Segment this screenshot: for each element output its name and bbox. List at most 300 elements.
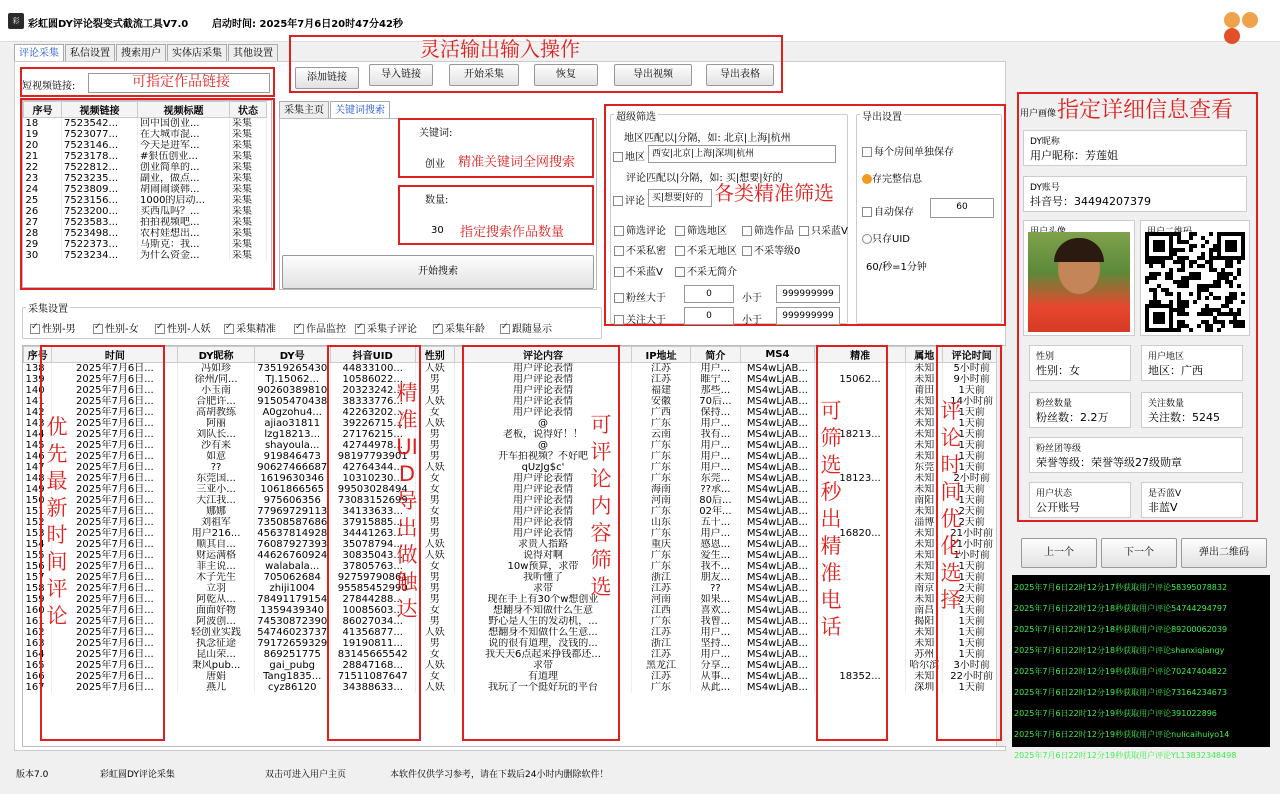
main-col-header[interactable]: 属地	[906, 347, 943, 363]
comment-cell: 从此...	[690, 682, 740, 693]
comment-cell: 执念征途	[178, 638, 254, 649]
comment-cell: 人妖	[415, 363, 454, 375]
comment-cell: 71511087647	[330, 671, 415, 682]
comment-cell: 阿乾从...	[178, 594, 254, 605]
video-cell: 7523809...	[62, 184, 138, 195]
start-collect-button[interactable]: 开始采集	[449, 64, 519, 86]
comment-cell: MS4wLjAB...	[740, 451, 814, 462]
bluev-value: 非蓝V	[1148, 501, 1178, 514]
per-room-checkbox[interactable]: 每个房间单独保存	[862, 143, 954, 158]
fans-value: 粉丝数：2.2万	[1036, 411, 1109, 424]
comment-cell: 39226715...	[330, 418, 415, 429]
comment-cell: 165	[24, 660, 52, 671]
comment-cell: 1天前	[943, 462, 1001, 473]
filter-check-7[interactable]: 不采等级0	[742, 242, 800, 257]
comment-cell: 1天前	[943, 616, 1001, 627]
follow-checkbox[interactable]: 关注大于	[614, 311, 666, 326]
comment-cell: 江苏	[632, 627, 691, 638]
comment-cell: 广西	[632, 407, 691, 418]
comment-cell: 10085603...	[330, 605, 415, 616]
video-cell: 7523200...	[62, 206, 138, 217]
comment-cell: cyz86120	[254, 682, 330, 693]
comment-cell: 秉风pub...	[178, 660, 254, 671]
comment-cell: 1天前	[943, 440, 1001, 451]
comment-cell: 2025年7月6日...	[52, 363, 178, 375]
video-cell: 今天是进军...	[138, 140, 230, 151]
video-cell: 19	[24, 129, 62, 140]
comment-cell: 1天前	[943, 649, 1001, 660]
status-version: 版本7.0	[16, 770, 49, 780]
video-cell: 29	[24, 239, 62, 250]
comment-cell: 未知	[906, 484, 943, 495]
comment-cell: 揭阳	[906, 616, 943, 627]
comment-cell: A0gzohu4...	[254, 407, 330, 418]
filter-check-1[interactable]: 筛选评论	[614, 222, 666, 237]
fans-min-input[interactable]: 0	[684, 285, 734, 303]
comment-cell: 37915885...	[330, 517, 415, 528]
fans-checkbox[interactable]: 粉丝大于	[614, 289, 666, 304]
main-col-header[interactable]: 简介	[690, 347, 740, 363]
import-link-button[interactable]: 导入链接	[369, 64, 433, 86]
comment-cell: 77969729113	[254, 506, 330, 517]
comment-cell: 如果...	[690, 594, 740, 605]
comment-cell: 冯如珍	[178, 363, 254, 375]
comment-cell: 人妖	[415, 418, 454, 429]
comment-cell: 2025年7月6日...	[52, 649, 178, 660]
comment-cell: 刘队长...	[178, 429, 254, 440]
comment-cell: 女	[415, 484, 454, 495]
comment-cell: 83145665542	[330, 649, 415, 660]
comment-cell: 海南	[632, 484, 691, 495]
comment-cell: 2025年7月6日...	[52, 396, 178, 407]
comment-cell: 142	[24, 407, 52, 418]
comment-cell: 162	[24, 627, 52, 638]
tab-dm-settings[interactable]: 私信设置	[65, 44, 115, 61]
comment-cell: 人妖	[415, 660, 454, 671]
tab-collect-home[interactable]: 采集主页	[279, 101, 329, 118]
comment-check-icon	[613, 196, 623, 206]
comment-cell: 1小时前	[943, 550, 1001, 561]
comment-cell: MS4wLjAB...	[740, 561, 814, 572]
comment-cell: 99503028494	[330, 484, 415, 495]
comment-cell: MS4wLjAB...	[740, 594, 814, 605]
comment-cell: 面面好物	[178, 605, 254, 616]
main-col-header[interactable]: 评论内容	[454, 347, 631, 363]
check-precise[interactable]: ✓ 采集精准	[224, 320, 276, 335]
check-monitor[interactable]: ✓ 作品监控	[294, 320, 346, 335]
comment-cell: 74530872390	[254, 616, 330, 627]
main-col-header[interactable]: 精准	[814, 347, 905, 363]
video-cell: 采集	[230, 173, 267, 184]
comment-cell: 27176215...	[330, 429, 415, 440]
comment-cell: 从事...	[690, 671, 740, 682]
comment-cell: 1天前	[943, 418, 1001, 429]
comment-cell: 野心是人生的发动机，...	[454, 616, 631, 627]
minimize-button[interactable]	[1224, 12, 1240, 28]
comment-cell: 用户评论表情	[454, 473, 631, 484]
comment-cell: 34388633...	[330, 682, 415, 693]
comment-cell: 161	[24, 616, 52, 627]
tab-keyword-search[interactable]: 关键词搜索	[330, 101, 390, 118]
col-status[interactable]: 状态	[230, 102, 267, 118]
comment-cell: 2025年7月6日...	[52, 374, 178, 385]
comment-cell: 未知	[906, 396, 943, 407]
comment-cell: 江西	[632, 605, 691, 616]
comment-cell: MS4wLjAB...	[740, 627, 814, 638]
add-link-button[interactable]: 添加链接	[295, 67, 359, 89]
count-annotation: 指定搜索作品数量	[460, 225, 565, 240]
comment-cell: 江苏	[632, 374, 691, 385]
comment-cell: MS4wLjAB...	[740, 660, 814, 671]
log-line: 2025年7月6日22时12分19秒获取用户评论73164234673	[1014, 688, 1228, 697]
comment-cell: 未知	[906, 671, 943, 682]
comment-cell: 广东	[632, 462, 691, 473]
comment-cell: 2025年7月6日...	[52, 451, 178, 462]
log-line: 2025年7月6日22时12分17秒获取用户评论58395078832	[1014, 583, 1228, 592]
comment-cell: 人妖	[415, 462, 454, 473]
comment-cell: @	[454, 440, 631, 451]
comment-cell: 42764344...	[330, 462, 415, 473]
tab-search-user[interactable]: 搜索用户	[116, 44, 166, 61]
comment-cell: 未知	[906, 363, 943, 375]
comment-cell: 未知	[906, 550, 943, 561]
comment-cell: 女	[415, 473, 454, 484]
gender-value: 性别：女	[1036, 364, 1080, 377]
comment-cell: 1天前	[943, 451, 1001, 462]
fans-box	[1029, 392, 1131, 428]
comment-cell: 705062684	[254, 572, 330, 583]
export-title: 导出设置	[860, 108, 904, 123]
comment-cell: 人妖	[415, 627, 454, 638]
comment-cell: 男	[415, 594, 454, 605]
comment-cell: 广东	[632, 451, 691, 462]
full-info-radio[interactable]: 存完整信息	[862, 170, 922, 185]
comment-cell: 148	[24, 473, 52, 484]
comment-cell: 2025年7月6日...	[52, 627, 178, 638]
comment-cell: 2025年7月6日...	[52, 550, 178, 561]
comment-cell: 2025年7月6日...	[52, 407, 178, 418]
comment-cell: 用户...	[690, 440, 740, 451]
maximize-button[interactable]	[1242, 12, 1258, 28]
comment-cell: 154	[24, 539, 52, 550]
video-cell: 农村娃想出...	[138, 228, 230, 239]
video-cell: 18	[24, 118, 62, 130]
comment-cell: 143	[24, 418, 52, 429]
video-cell: 30	[24, 250, 62, 261]
filter-check-6[interactable]: 不采无地区	[675, 242, 737, 257]
uid-only-radio[interactable]: 只存UID	[862, 230, 910, 245]
comment-cell: 哈尔滨	[906, 660, 943, 671]
check-subcomment[interactable]: ✓ 采集子评论	[355, 320, 417, 335]
tab-other-settings[interactable]: 其他设置	[228, 44, 278, 61]
comment-cell: 用户...	[690, 363, 740, 375]
main-col-header[interactable]: MS4	[740, 347, 814, 363]
comment-cell: 河南	[632, 495, 691, 506]
follow-value: 关注数：5245	[1148, 411, 1220, 424]
comment-cell: @	[454, 418, 631, 429]
comment-cell: 阿丽	[178, 418, 254, 429]
comment-cell: MS4wLjAB...	[740, 649, 814, 660]
comment-cell: 用户评论表情	[454, 495, 631, 506]
comment-cell: 老板，说得好！！	[454, 429, 631, 440]
next-button[interactable]: 下一个	[1101, 538, 1177, 568]
fans-max-input[interactable]: 999999999	[776, 285, 840, 303]
comment-cell: 2025年7月6日...	[52, 616, 178, 627]
main-col-header[interactable]: 评论时间	[943, 347, 1001, 363]
comment-cell: 用户...	[690, 528, 740, 539]
link-label: 短视频链接:	[22, 81, 76, 92]
video-cell: 采集	[230, 195, 267, 206]
comment-cell: 男	[415, 638, 454, 649]
video-cell: 为什么资金...	[138, 250, 230, 261]
count-value[interactable]: 30	[431, 225, 444, 236]
comment-cell: 145	[24, 440, 52, 451]
comment-cell: 41356877...	[330, 627, 415, 638]
filter-check-9[interactable]: 不采无简介	[675, 263, 737, 278]
comment-cell: 28847168...	[330, 660, 415, 671]
comment-cell: 2天前	[943, 506, 1001, 517]
comment-cell: 用户评论表情	[454, 374, 631, 385]
region-checkbox[interactable]	[613, 148, 645, 163]
comment-cell: 2025年7月6日...	[52, 528, 178, 539]
comment-cell: 小玉南	[178, 385, 254, 396]
comment-cell: MS4wLjAB...	[740, 418, 814, 429]
window-title: 彩虹圆DY评论裂变式截流工具V7.0	[28, 19, 189, 30]
comment-cell: MS4wLjAB...	[740, 484, 814, 495]
comment-cell: MS4wLjAB...	[740, 572, 814, 583]
comment-cell: MS4wLjAB...	[740, 374, 814, 385]
video-cell: 采集	[230, 151, 267, 162]
comment-cell: 80后...	[690, 495, 740, 506]
comment-cell: 睢宁...	[690, 374, 740, 385]
main-col-header[interactable]: IP地址	[632, 347, 691, 363]
comment-cell: MS4wLjAB...	[740, 363, 814, 375]
comment-cell: 云南	[632, 429, 691, 440]
comment-cell: 轻创业实践	[178, 627, 254, 638]
comment-cell: 保持...	[690, 407, 740, 418]
col-link[interactable]: 视频链接	[62, 102, 138, 118]
tab-comment-collect[interactable]: 评论采集	[14, 44, 64, 61]
comment-cell: 1天前	[943, 682, 1001, 693]
close-button[interactable]	[1224, 28, 1240, 44]
comment-cell: 男	[415, 572, 454, 583]
comment-cell: 2025年7月6日...	[52, 440, 178, 451]
video-cell: 采集	[230, 239, 267, 250]
video-cell: 采集	[230, 129, 267, 140]
start-search-button[interactable]: 开始搜索	[282, 255, 594, 289]
comment-cell: 喜欢...	[690, 605, 740, 616]
check-age[interactable]: ✓ 采集年龄	[433, 320, 485, 335]
comment-cell: 3小时前	[943, 660, 1001, 671]
qr-code-icon[interactable]	[1144, 232, 1246, 332]
comment-cell: 73508587686	[254, 517, 330, 528]
export-video-button[interactable]: 导出视频	[614, 64, 692, 86]
comment-cell: 147	[24, 462, 52, 473]
comment-cell: 15062...	[814, 374, 905, 385]
popup-qr-button[interactable]: 弹出二维码	[1181, 538, 1267, 568]
comment-cell: 广东	[632, 418, 691, 429]
comment-cell: 东莞	[906, 462, 943, 473]
comment-cell: 未知	[906, 374, 943, 385]
check-follow[interactable]: ✓ 跟随显示	[500, 320, 552, 335]
comment-cell: 开车拍视频？不好吧	[454, 451, 631, 462]
log-line: 2025年7月6日22时12分19秒获取用户评论nulicaihuiyo14	[1014, 730, 1230, 739]
check-female[interactable]: ✓ 性别-女	[93, 320, 139, 335]
comment-cell: MS4wLjAB...	[740, 517, 814, 528]
comment-cell: 想翻身不知做什么生意	[454, 605, 631, 616]
status-hint: 双击可进入用户主页	[265, 770, 347, 780]
comment-cell: 141	[24, 396, 52, 407]
comment-cell: 42744978...	[330, 440, 415, 451]
comment-cell: 未知	[906, 440, 943, 451]
comment-cell: 朋友...	[690, 572, 740, 583]
ctime-annotation: 评论时间优化选择	[940, 399, 962, 612]
region-box	[1141, 345, 1243, 381]
main-col-header[interactable]: DY昵称	[178, 347, 254, 363]
region-value: 地区：广西	[1148, 364, 1203, 377]
export-table-button[interactable]: 导出表格	[706, 64, 774, 86]
window-controls	[1222, 12, 1274, 32]
comment-cell: 我听懂了	[454, 572, 631, 583]
comment-cell: 广东	[632, 440, 691, 451]
comment-cell: 1天前	[943, 484, 1001, 495]
filter-check-4[interactable]: 只采蓝V	[799, 222, 848, 237]
video-cell: 回中国创业...	[138, 118, 230, 130]
check-other[interactable]: ✓ 性别-人妖	[155, 320, 211, 335]
comment-cell: ??承...	[690, 484, 740, 495]
comment-cell: 如意	[178, 451, 254, 462]
comment-cell: 未知	[906, 594, 943, 605]
follow-box	[1141, 392, 1243, 428]
comment-cell: 女	[415, 407, 454, 418]
comment-cell: 79172659329	[254, 638, 330, 649]
comment-cell: 19190811...	[330, 638, 415, 649]
follow-min-input[interactable]: 0	[684, 307, 734, 325]
comment-cell: 用户...	[690, 649, 740, 660]
comment-cell: 立羽	[178, 583, 254, 594]
comment-cell: 2天前	[943, 594, 1001, 605]
avatar[interactable]	[1028, 232, 1130, 332]
comment-cell: ??	[178, 462, 254, 473]
comment-cell: 91505470438	[254, 396, 330, 407]
comment-cell: gai_pubg	[254, 660, 330, 671]
region-input[interactable]: 西安|北京|上海|深圳|杭州	[648, 145, 836, 163]
comment-cell: 女	[415, 561, 454, 572]
comment-cell: 146	[24, 451, 52, 462]
video-cell: 马斯克：我...	[138, 239, 230, 250]
restore-button[interactable]: 恢复	[534, 64, 598, 86]
comment-cell: 用户评论表情	[454, 517, 631, 528]
main-col-header[interactable]: 性别	[415, 347, 454, 363]
main-col-header[interactable]: 抖音UID	[330, 347, 415, 363]
comment-cell: 娜娜	[178, 506, 254, 517]
comment-input[interactable]: 买|想要|好的	[648, 189, 712, 207]
comment-cell: 76087927393	[254, 539, 330, 550]
comment-cell: 2025年7月6日...	[52, 583, 178, 594]
main-col-header[interactable]: 序号	[24, 347, 52, 363]
follow-max-input[interactable]: 999999999	[776, 307, 840, 325]
filter-annotation: 各类精准筛选	[714, 181, 834, 205]
comment-cell: 27844288...	[330, 594, 415, 605]
col-index[interactable]: 序号	[24, 102, 62, 118]
video-cell: 7523498...	[62, 228, 138, 239]
comment-cell: zhiji1004	[254, 583, 330, 594]
comment-cell: 我曾...	[690, 616, 740, 627]
profile-title: 用户画像	[1020, 109, 1057, 119]
comment-cell: MS4wLjAB...	[740, 385, 814, 396]
comment-cell: 1天前	[943, 572, 1001, 583]
comment-cell: TJ.15062...	[254, 374, 330, 385]
main-tabs	[14, 44, 279, 61]
comment-cell: 35078794...	[330, 539, 415, 550]
gender-title: 性别	[1036, 352, 1055, 362]
comment-cell: 2025年7月6日...	[52, 517, 178, 528]
keyword-annotation: 精准关键词全网搜索	[458, 155, 576, 170]
main-col-header[interactable]: DY号	[254, 347, 330, 363]
comment-cell: 未知	[906, 572, 943, 583]
comment-cell: MS4wLjAB...	[740, 671, 814, 682]
level-title: 粉丝团等级	[1036, 444, 1082, 454]
comment-cell: 用户...	[690, 627, 740, 638]
filter-check-3[interactable]: 筛选作品	[742, 222, 794, 237]
comment-cell: 14小时前	[943, 396, 1001, 407]
comment-cell: MS4wLjAB...	[740, 440, 814, 451]
status-box	[1029, 482, 1131, 518]
comment-cell: 菲主说...	[178, 561, 254, 572]
comment-cell: 五十...	[690, 517, 740, 528]
filter-check-8[interactable]: 不采蓝V	[614, 263, 663, 278]
comment-cell: 用户评论表情	[454, 396, 631, 407]
comment-cell: 92759790861	[330, 572, 415, 583]
video-cell: 采集	[230, 184, 267, 195]
filter-check-2[interactable]: 筛选地区	[675, 222, 727, 237]
follow-lt-label: 小于	[742, 315, 762, 326]
prev-button[interactable]: 上一个	[1021, 538, 1097, 568]
comment-cell: 150	[24, 495, 52, 506]
comment-cell: 分享...	[690, 660, 740, 671]
comment-cell: MS4wLjAB...	[740, 539, 814, 550]
comment-cell: walabala...	[254, 561, 330, 572]
collect-settings-title: 采集设置	[26, 300, 70, 315]
log-line: 2025年7月6日22时12分18秒获取用户评论shanxiqiangy	[1014, 646, 1225, 655]
keyword-value[interactable]: 创业	[425, 159, 445, 170]
comment-cell: 木子先生	[178, 572, 254, 583]
status-app: 彩虹圆DY评论采集	[100, 770, 175, 780]
filter-title: 超级筛选	[614, 108, 658, 123]
keyword-label: 关键词:	[419, 128, 453, 139]
auto-save-input[interactable]: 60	[930, 198, 994, 218]
comment-cell: 10w预算，求带	[454, 561, 631, 572]
comment-cell: 1061866565	[254, 484, 330, 495]
main-col-header[interactable]: 时间	[52, 347, 178, 363]
check-male[interactable]: ✓性别-男	[30, 320, 76, 335]
video-cell: 7523146...	[62, 140, 138, 151]
comment-cell: 42263202...	[330, 407, 415, 418]
comment-cell: 159	[24, 594, 52, 605]
comment-cell: MS4wLjAB...	[740, 473, 814, 484]
comment-cell: 90260389810	[254, 385, 330, 396]
video-cell: 25	[24, 195, 62, 206]
filter-check-5[interactable]: 不采私密	[614, 242, 666, 257]
tab-store-collect[interactable]: 实体店采集	[167, 44, 227, 61]
col-title[interactable]: 视频标题	[138, 102, 230, 118]
comment-cell: 20323242...	[330, 385, 415, 396]
comment-cell: shayoula...	[254, 440, 330, 451]
auto-save-checkbox[interactable]: 自动保存	[862, 203, 914, 218]
comment-checkbox[interactable]	[613, 192, 645, 207]
comment-cell: 江苏	[632, 649, 691, 660]
comment-cell: 广东	[632, 616, 691, 627]
